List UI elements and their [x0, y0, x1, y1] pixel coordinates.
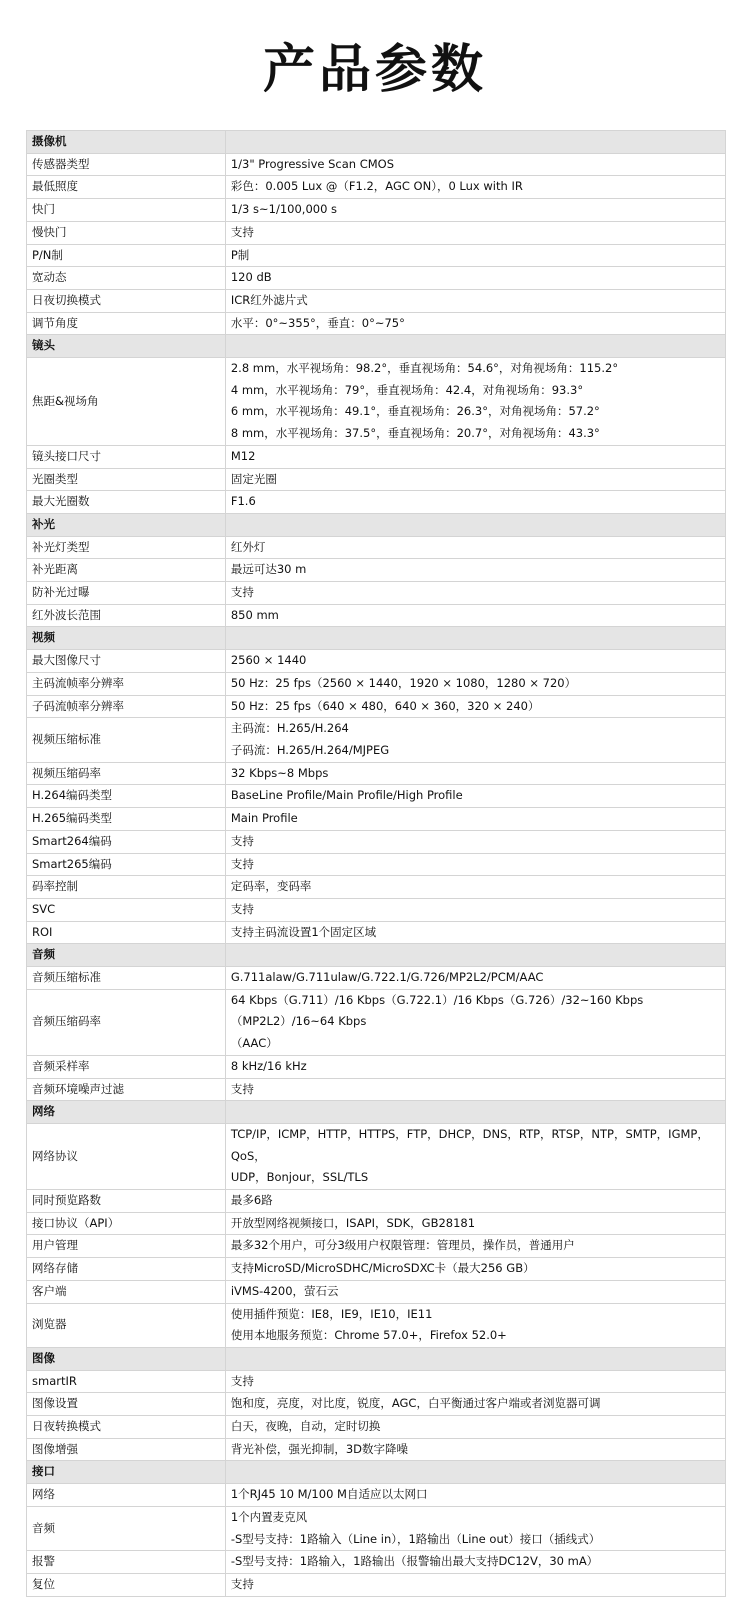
spec-row	[27, 1574, 726, 1597]
spec-row	[27, 1123, 726, 1189]
section-header-filler	[225, 131, 725, 154]
spec-label: 报警	[27, 1551, 226, 1574]
spec-value	[225, 1506, 725, 1550]
spec-value	[225, 1055, 725, 1078]
spec-value-line: 支持	[230, 901, 254, 916]
spec-value	[225, 1078, 725, 1101]
spec-value-line: 使用插件预览：IE8，IE9，IE10，IE11	[230, 1306, 433, 1321]
spec-value-line: 8 kHz/16 kHz	[230, 1058, 307, 1073]
spec-value-line: 固定光圈	[230, 471, 277, 486]
spec-value	[225, 468, 725, 491]
spec-value	[225, 898, 725, 921]
spec-value-line: Main Profile	[230, 811, 298, 826]
spec-row	[27, 559, 726, 582]
spec-label: 音频	[27, 1506, 226, 1550]
spec-value-line: 红外灯	[230, 539, 266, 554]
spec-value-line: 850 mm	[230, 607, 279, 622]
spec-row	[27, 808, 726, 831]
spec-value	[225, 989, 725, 1055]
spec-value	[225, 582, 725, 605]
spec-row	[27, 1416, 726, 1439]
spec-label: 防补光过曝	[27, 582, 226, 605]
spec-row	[27, 199, 726, 222]
spec-label: H.264编码类型	[27, 785, 226, 808]
spec-label: Smart265编码	[27, 853, 226, 876]
section-header-filler	[225, 513, 725, 536]
spec-row	[27, 1393, 726, 1416]
spec-value-line: 32 Kbps~8 Mbps	[230, 765, 329, 780]
spec-label: 最大光圈数	[27, 491, 226, 514]
spec-value	[225, 1574, 725, 1597]
spec-row	[27, 176, 726, 199]
section-header-filler	[225, 1461, 725, 1484]
section-title: 音频	[27, 944, 226, 967]
spec-value	[225, 1123, 725, 1189]
spec-row	[27, 718, 726, 762]
spec-value-line: iVMS-4200，萤石云	[230, 1283, 339, 1298]
spec-value-line: 120 dB	[230, 270, 272, 285]
spec-value	[225, 199, 725, 222]
spec-label: 用户管理	[27, 1235, 226, 1258]
spec-value	[225, 1190, 725, 1213]
spec-value	[225, 830, 725, 853]
spec-value-line: 水平：0°~355°，垂直：0°~75°	[230, 315, 405, 330]
spec-value-line: 使用本地服务预览：Chrome 57.0+，Firefox 52.0+	[230, 1328, 507, 1343]
spec-row	[27, 762, 726, 785]
spec-value-line: 4 mm，水平视场角：79°，垂直视场角：42.4，对角视场角：93.3°	[230, 382, 584, 397]
spec-value	[225, 1416, 725, 1439]
spec-row	[27, 445, 726, 468]
spec-label: 子码流帧率分辨率	[27, 695, 226, 718]
spec-label: 网络协议	[27, 1123, 226, 1189]
spec-label: 补光距离	[27, 559, 226, 582]
spec-row	[27, 650, 726, 673]
spec-value	[225, 221, 725, 244]
spec-value-line: 8 mm，水平视场角：37.5°，垂直视场角：20.7°，对角视场角：43.3°	[230, 426, 600, 441]
spec-label: 视频压缩标准	[27, 718, 226, 762]
spec-value-line: 背光补偿，强光抑制，3D数字降噪	[230, 1441, 409, 1456]
spec-value-line: （AAC）	[230, 1036, 278, 1051]
spec-value-line: 最多32个用户，可分3级用户权限管理：管理员，操作员，普通用户	[230, 1238, 575, 1253]
spec-value	[225, 853, 725, 876]
spec-value-line: 支持主码流设置1个固定区域	[230, 924, 377, 939]
spec-value-line: 支持	[230, 585, 254, 600]
spec-value-line: 支持	[230, 1577, 254, 1591]
spec-value-line: 2560 × 1440	[230, 653, 307, 668]
spec-row	[27, 536, 726, 559]
spec-label: 镜头接口尺寸	[27, 445, 226, 468]
section-header-row	[27, 513, 726, 536]
spec-value	[225, 921, 725, 944]
section-title: 视频	[27, 627, 226, 650]
spec-value-line: 6 mm，水平视场角：49.1°，垂直视场角：26.3°，对角视场角：57.2°	[230, 404, 600, 419]
spec-row	[27, 582, 726, 605]
spec-value	[225, 785, 725, 808]
spec-value	[225, 1280, 725, 1303]
section-title: 摄像机	[27, 131, 226, 154]
spec-value	[225, 1484, 725, 1507]
spec-label: 网络	[27, 1484, 226, 1507]
spec-value	[225, 1370, 725, 1393]
section-title: 网络	[27, 1101, 226, 1124]
spec-label: 红外波长范围	[27, 604, 226, 627]
spec-value-line: 支持MicroSD/MicroSDHC/MicroSDXC卡（最大256 GB）	[230, 1261, 535, 1276]
spec-table-body	[27, 131, 726, 1597]
spec-label: Smart264编码	[27, 830, 226, 853]
section-header-row	[27, 1461, 726, 1484]
spec-label: 图像增强	[27, 1438, 226, 1461]
spec-row	[27, 221, 726, 244]
spec-row	[27, 1484, 726, 1507]
spec-row	[27, 1235, 726, 1258]
spec-value-line: 最远可达30 m	[230, 562, 307, 577]
spec-value-line: 支持	[230, 1081, 254, 1096]
spec-value-line: ICR红外滤片式	[230, 292, 308, 307]
spec-value-line: 开放型网络视频接口，ISAPI，SDK，GB28181	[230, 1215, 476, 1230]
spec-label: 音频压缩码率	[27, 989, 226, 1055]
spec-row	[27, 1190, 726, 1213]
spec-value-line: -S型号支持：1路输入，1路输出（报警输出最大支持DC12V，30 mA）	[230, 1554, 599, 1569]
spec-value	[225, 1258, 725, 1281]
spec-label: 网络存储	[27, 1258, 226, 1281]
spec-label: 音频压缩标准	[27, 967, 226, 990]
spec-label: 主码流帧率分辨率	[27, 672, 226, 695]
spec-value-line: 子码流：H.265/H.264/MJPEG	[230, 742, 390, 757]
spec-value	[225, 358, 725, 446]
spec-value	[225, 559, 725, 582]
spec-value-line: 64 Kbps（G.711）/16 Kbps（G.722.1）/16 Kbps（G.726）/32~160 Kbps（MP2L2）/16~64 Kbps	[230, 992, 644, 1029]
spec-value-line: 支持	[230, 224, 254, 239]
spec-label: 码率控制	[27, 876, 226, 899]
spec-value-line: 1个RJ45 10 M/100 M自适应以太网口	[230, 1487, 428, 1502]
spec-value-line: 1/3 s~1/100,000 s	[230, 202, 338, 217]
spec-value-line: 支持	[230, 833, 254, 848]
spec-value	[225, 289, 725, 312]
section-title: 镜头	[27, 335, 226, 358]
spec-label: 音频采样率	[27, 1055, 226, 1078]
section-header-row	[27, 944, 726, 967]
spec-row	[27, 312, 726, 335]
spec-row	[27, 1078, 726, 1101]
spec-value	[225, 1551, 725, 1574]
spec-value-line: 主码流：H.265/H.264	[230, 721, 349, 736]
spec-value-line: 最多6路	[230, 1193, 273, 1208]
section-header-filler	[225, 1101, 725, 1124]
spec-value-line: 定码率，变码率	[230, 879, 312, 894]
spec-value-line: 2.8 mm，水平视场角：98.2°，垂直视场角：54.6°，对角视场角：115.2°	[230, 361, 619, 376]
spec-value	[225, 536, 725, 559]
spec-value	[225, 1235, 725, 1258]
section-header-row	[27, 1101, 726, 1124]
spec-label: 快门	[27, 199, 226, 222]
spec-value	[225, 1212, 725, 1235]
spec-row	[27, 695, 726, 718]
spec-value	[225, 604, 725, 627]
section-header-filler	[225, 627, 725, 650]
spec-table	[26, 130, 726, 1597]
spec-label: 补光灯类型	[27, 536, 226, 559]
spec-value	[225, 672, 725, 695]
spec-label: 浏览器	[27, 1303, 226, 1347]
spec-value	[225, 153, 725, 176]
spec-row	[27, 853, 726, 876]
spec-value-line: 支持	[230, 1373, 254, 1388]
section-title: 接口	[27, 1461, 226, 1484]
section-title: 图像	[27, 1347, 226, 1370]
spec-value	[225, 491, 725, 514]
spec-row	[27, 1258, 726, 1281]
spec-label: 最低照度	[27, 176, 226, 199]
spec-value-line: 支持	[230, 856, 254, 871]
spec-value-line: 饱和度，亮度，对比度，锐度，AGC，白平衡通过客户端或者浏览器可调	[230, 1396, 601, 1411]
spec-value-line: BaseLine Profile/Main Profile/High Profile	[230, 788, 463, 803]
spec-row	[27, 785, 726, 808]
spec-label: 客户端	[27, 1280, 226, 1303]
spec-label: smartIR	[27, 1370, 226, 1393]
spec-label: 接口协议（API）	[27, 1212, 226, 1235]
spec-value	[225, 718, 725, 762]
spec-value-line: 50 Hz：25 fps（2560 × 1440，1920 × 1080，1280 × 720）	[230, 675, 577, 690]
section-header-row	[27, 335, 726, 358]
spec-row	[27, 604, 726, 627]
spec-row	[27, 267, 726, 290]
spec-label: 传感器类型	[27, 153, 226, 176]
spec-value	[225, 1303, 725, 1347]
spec-row	[27, 358, 726, 446]
spec-label: 图像设置	[27, 1393, 226, 1416]
spec-value	[225, 312, 725, 335]
spec-row	[27, 244, 726, 267]
spec-value	[225, 176, 725, 199]
section-header-row	[27, 131, 726, 154]
spec-value-line: 1/3" Progressive Scan CMOS	[230, 156, 395, 171]
spec-value-line: F1.6	[230, 494, 256, 509]
section-header-filler	[225, 1347, 725, 1370]
spec-label: 最大图像尺寸	[27, 650, 226, 673]
spec-value	[225, 762, 725, 785]
spec-row	[27, 153, 726, 176]
spec-label: ROI	[27, 921, 226, 944]
spec-row	[27, 468, 726, 491]
section-title: 补光	[27, 513, 226, 536]
spec-label: 同时预览路数	[27, 1190, 226, 1213]
spec-row	[27, 491, 726, 514]
spec-row	[27, 876, 726, 899]
spec-label: 调节角度	[27, 312, 226, 335]
spec-label: P/N制	[27, 244, 226, 267]
spec-value	[225, 695, 725, 718]
spec-value-line: M12	[230, 448, 256, 463]
spec-label: 日夜切换模式	[27, 289, 226, 312]
spec-value-line: G.711alaw/G.711ulaw/G.722.1/G.726/MP2L2/PCM/AAC	[230, 970, 544, 985]
spec-value	[225, 1438, 725, 1461]
spec-value	[225, 876, 725, 899]
spec-row	[27, 1438, 726, 1461]
spec-row	[27, 1280, 726, 1303]
spec-value-line: 1个内置麦克风	[230, 1509, 308, 1524]
spec-value	[225, 967, 725, 990]
spec-label: 复位	[27, 1574, 226, 1597]
spec-label: 慢快门	[27, 221, 226, 244]
spec-value	[225, 244, 725, 267]
spec-label: 视频压缩码率	[27, 762, 226, 785]
spec-value-line: 50 Hz：25 fps（640 × 480，640 × 360，320 × 240）	[230, 698, 540, 713]
spec-row	[27, 921, 726, 944]
spec-value-line: 白天，夜晚，自动，定时切换	[230, 1419, 381, 1434]
spec-value	[225, 650, 725, 673]
spec-row	[27, 967, 726, 990]
spec-row	[27, 1506, 726, 1550]
spec-row	[27, 1303, 726, 1347]
spec-label: SVC	[27, 898, 226, 921]
spec-row	[27, 830, 726, 853]
spec-label: 日夜转换模式	[27, 1416, 226, 1439]
spec-row	[27, 672, 726, 695]
spec-row	[27, 989, 726, 1055]
spec-row	[27, 898, 726, 921]
spec-label: 音频环境噪声过滤	[27, 1078, 226, 1101]
spec-label: H.265编码类型	[27, 808, 226, 831]
spec-label: 焦距&视场角	[27, 358, 226, 446]
spec-value	[225, 1393, 725, 1416]
spec-row	[27, 1370, 726, 1393]
spec-row	[27, 1212, 726, 1235]
spec-value-line: UDP，Bonjour，SSL/TLS	[230, 1170, 369, 1185]
section-header-row	[27, 1347, 726, 1370]
spec-value-line: -S型号支持：1路输入（Line in），1路输出（Line out）接口（插线式）	[230, 1531, 601, 1546]
spec-value	[225, 445, 725, 468]
spec-label: 光圈类型	[27, 468, 226, 491]
spec-value-line: P制	[230, 247, 250, 262]
spec-row	[27, 1055, 726, 1078]
spec-value	[225, 267, 725, 290]
page-title: 产品参数	[262, 40, 487, 100]
spec-value-line: 彩色：0.005 Lux @（F1.2，AGC ON），0 Lux with IR	[230, 179, 523, 194]
spec-row	[27, 289, 726, 312]
spec-label: 宽动态	[27, 267, 226, 290]
spec-row	[27, 1551, 726, 1574]
section-header-row	[27, 627, 726, 650]
section-header-filler	[225, 335, 725, 358]
section-header-filler	[225, 944, 725, 967]
spec-value-line: TCP/IP，ICMP，HTTP，HTTPS，FTP，DHCP，DNS，RTP，RTSP，NTP，SMTP，IGMP，QoS，	[230, 1126, 709, 1163]
spec-value	[225, 808, 725, 831]
